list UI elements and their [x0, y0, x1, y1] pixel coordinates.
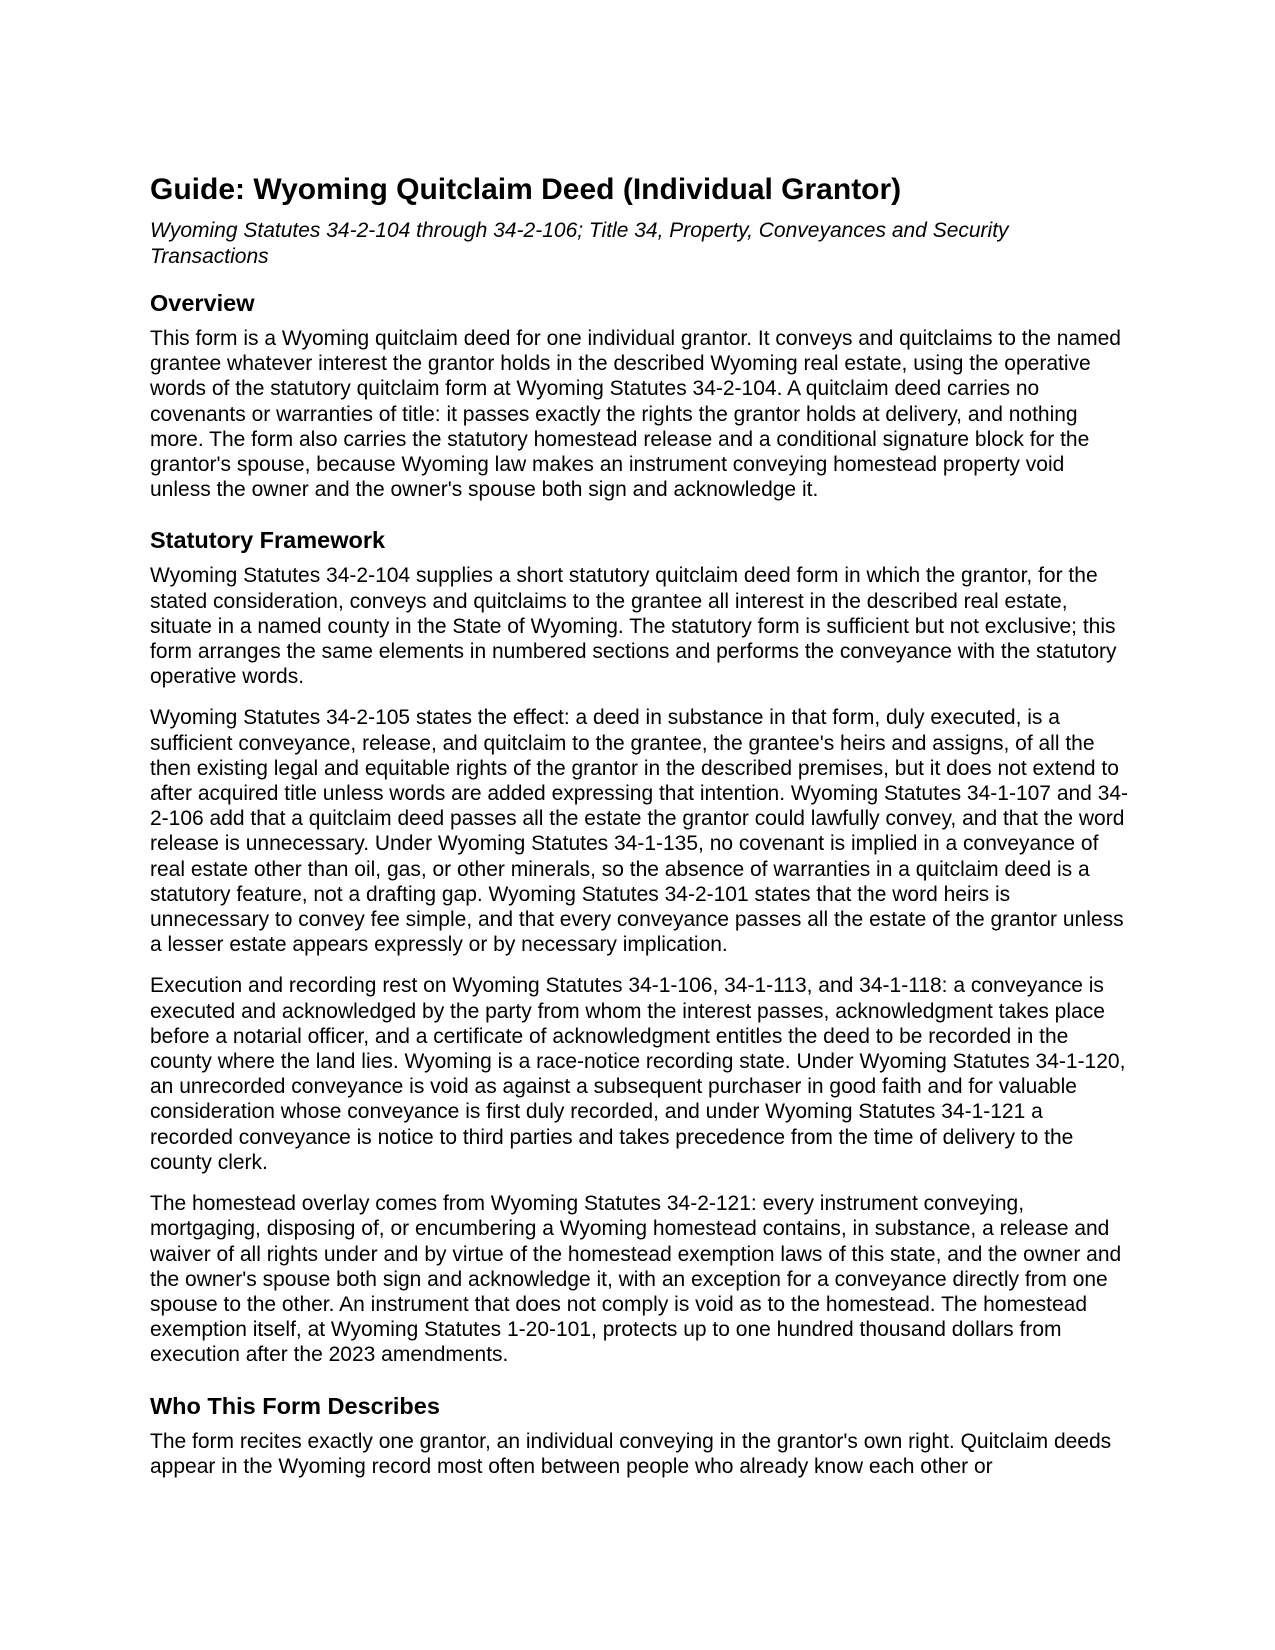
paragraph: Wyoming Statutes 34-2-105 states the effect: a deed in substance in that form, duly executed, is a sufficient conveyance, release, and quitclaim to the grantee, the grantee's heirs and assigns, of all the then existing legal and equitable rights of the grantor in the described premises, but it does not extend to after acquired title unless words are added expressing that intention. Wyoming Statutes 34-1-107 and 34-2-106 add that a quitclaim deed passes all the estate the grantor could lawfully convey, and that the word release is unnecessary. Under Wyoming Statutes 34-1-135, no covenant is implied in a conveyance of real estate other than oil, gas, or other minerals, so the absence of warranties in a quitclaim deed is a statutory feature, not a drafting gap. Wyoming Statutes 34-2-101 states that the word heirs is unnecessary to convey fee simple, and that every conveyance passes all the estate of the grantor unless a lesser estate appears expressly or by necessary implication. [150, 706, 1129, 957]
section-heading: Who This Form Describes [150, 1392, 440, 1419]
document-page [150, 172, 1130, 1495]
section-who-this-form-describes [150, 1392, 1130, 1479]
paragraph: This form is a Wyoming quitclaim deed for one individual grantor. It conveys and quitclaims to the named grantee whatever interest the grantor holds in the described Wyoming real estate, using the operative words of the statutory quitclaim form at Wyoming Statutes 34-2-104. A quitclaim deed carries no covenants or warranties of title: it passes exactly the rights the grantor holds at delivery, and nothing more. The form also carries the statutory homestead release and a conditional signature block for the grantor's spouse, because Wyoming law makes an instrument conveying homestead property void unless the owner and the owner's spouse both sign and acknowledge it. [150, 327, 1121, 502]
paragraph: The form recites exactly one grantor, an individual conveying in the grantor's own right. Quitclaim deeds appear in the Wyoming record most often between people who already know each other or [150, 1429, 1112, 1478]
document-title: Guide: Wyoming Quitclaim Deed (Individual Grantor) [150, 173, 902, 206]
document-subtitle: Wyoming Statutes 34-2-104 through 34-2-106; Title 34, Property, Conveyances and Security Transactions [150, 219, 1009, 268]
section-overview [150, 289, 1130, 502]
paragraph: The homestead overlay comes from Wyoming Statutes 34-2-121: every instrument conveying, mortgaging, disposing of, or encumbering a Wyoming homestead contains, in substance, a release and waiver of all rights under and by virtue of the homestead exemption laws of this state, and the owner and the owner's spouse both sign and acknowledge it, with an exception for a conveyance directly from one spouse to the other. An instrument that does not comply is void as to the homestead. The homestead exemption itself, at Wyoming Statutes 1-20-101, protects up to one hundred thousand dollars from execution after the 2023 amendments. [150, 1192, 1122, 1367]
section-heading: Overview [150, 290, 255, 316]
section-statutory-framework [150, 526, 1130, 1367]
paragraph: Wyoming Statutes 34-2-104 supplies a short statutory quitclaim deed form in which the grantor, for the stated consideration, conveys and quitclaims to the grantee all interest in the described real estate, situate in a named county in the State of Wyoming. The statutory form is sufficient but not exclusive; this form arranges the same elements in numbered sections and performs the conveyance with the statutory operative words. [150, 564, 1117, 689]
section-heading: Statutory Framework [150, 527, 386, 554]
paragraph: Execution and recording rest on Wyoming Statutes 34-1-106, 34-1-113, and 34-1-118: a conveyance is executed and acknowledged by the party from whom the interest passes, acknowledgment takes place before a notarial officer, and a certificate of acknowledgment entitles the deed to be recorded in the county where the land lies. Wyoming is a race-notice recording state. Under Wyoming Statutes 34-1-120, an unrecorded conveyance is void as against a subsequent purchaser in good faith and for valuable consideration whose conveyance is first duly recorded, and under Wyoming Statutes 34-1-121 a recorded conveyance is notice to third parties and takes precedence from the time of delivery to the county clerk. [150, 974, 1126, 1174]
